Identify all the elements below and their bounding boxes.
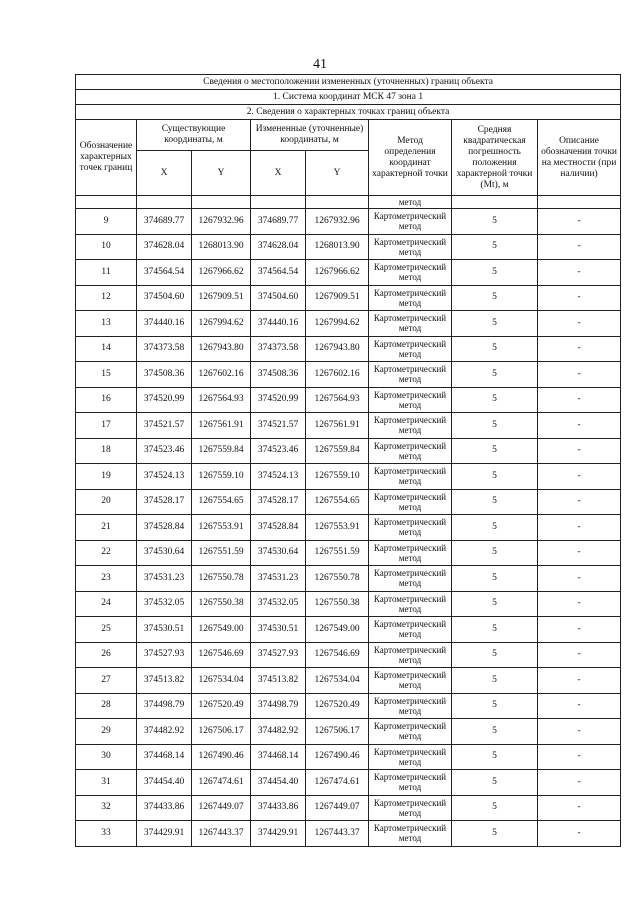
changed-y-cell: 1267553.91 (306, 515, 369, 541)
point-number-cell: 9 (76, 209, 137, 235)
method-cell: Картометрический метод (369, 515, 452, 541)
method-cell: Картометрический метод (369, 489, 452, 515)
changed-x-cell: 374532.05 (251, 591, 306, 617)
point-number-cell: 28 (76, 693, 137, 719)
existing-x-cell: 374689.77 (137, 209, 192, 235)
points-info-title: 2. Сведения о характерных точках границ объекта (76, 105, 621, 120)
description-cell: - (538, 744, 621, 770)
existing-x-cell: 374440.16 (137, 311, 192, 337)
existing-y-cell: 1267564.93 (192, 387, 251, 413)
changed-y-cell: 1267943.80 (306, 336, 369, 362)
table-row (76, 413, 621, 439)
description-cell: - (538, 617, 621, 643)
description-cell: - (538, 795, 621, 821)
changed-x-cell: 374440.16 (251, 311, 306, 337)
point-number-cell: 13 (76, 311, 137, 337)
changed-y-cell: 1267602.16 (306, 362, 369, 388)
existing-x-cell: 374564.54 (137, 260, 192, 286)
changed-y-cell: 1267994.62 (306, 311, 369, 337)
existing-x-cell: 374454.40 (137, 770, 192, 796)
existing-x-cell: 374523.46 (137, 438, 192, 464)
changed-x-cell: 374504.60 (251, 285, 306, 311)
description-cell: - (538, 668, 621, 694)
existing-x-cell: 374521.57 (137, 413, 192, 439)
accuracy-cell: 5 (452, 617, 538, 643)
accuracy-cell: 5 (452, 770, 538, 796)
existing-x-cell: 374528.17 (137, 489, 192, 515)
header-method: Метод определения координат характерной точки (369, 120, 452, 196)
table-row (76, 770, 621, 796)
method-cell: Картометрический метод (369, 260, 452, 286)
method-cell: Картометрический метод (369, 464, 452, 490)
table-row (76, 821, 621, 847)
description-cell: - (538, 260, 621, 286)
method-cell: Картометрический метод (369, 387, 452, 413)
changed-y-cell: 1267520.49 (306, 693, 369, 719)
accuracy-cell: 5 (452, 234, 538, 260)
point-number-cell: 19 (76, 464, 137, 490)
point-number-cell: 20 (76, 489, 137, 515)
existing-y-cell: 1267559.84 (192, 438, 251, 464)
description-cell: - (538, 285, 621, 311)
table-row (76, 642, 621, 668)
point-number-cell: 33 (76, 821, 137, 847)
changed-x-cell: 374527.93 (251, 642, 306, 668)
existing-y-cell: 1267909.51 (192, 285, 251, 311)
existing-x-cell: 374429.91 (137, 821, 192, 847)
table-row (76, 234, 621, 260)
point-number-cell: 31 (76, 770, 137, 796)
accuracy-cell: 5 (452, 821, 538, 847)
description-cell: - (538, 540, 621, 566)
point-number-cell: 14 (76, 336, 137, 362)
existing-x-cell: 374531.23 (137, 566, 192, 592)
header-changed-y: Y (306, 151, 369, 196)
coord-system-title: 1. Система координат МСК 47 зона 1 (76, 90, 621, 105)
point-number-cell: 12 (76, 285, 137, 311)
accuracy-cell: 5 (452, 591, 538, 617)
point-number-cell: 16 (76, 387, 137, 413)
table-row (76, 591, 621, 617)
changed-x-cell: 374482.92 (251, 719, 306, 745)
changed-x-cell: 374373.58 (251, 336, 306, 362)
existing-y-cell: 1267506.17 (192, 719, 251, 745)
description-cell: - (538, 387, 621, 413)
table-row (76, 311, 621, 337)
continuation-method: метод (369, 196, 452, 209)
changed-x-cell: 374628.04 (251, 234, 306, 260)
changed-y-cell: 1267474.61 (306, 770, 369, 796)
changed-x-cell: 374689.77 (251, 209, 306, 235)
existing-y-cell: 1267490.46 (192, 744, 251, 770)
method-cell: Картометрический метод (369, 821, 452, 847)
table-header (76, 75, 621, 209)
point-number-cell: 21 (76, 515, 137, 541)
existing-y-cell: 1267943.80 (192, 336, 251, 362)
changed-y-cell: 1268013.90 (306, 234, 369, 260)
existing-y-cell: 1267994.62 (192, 311, 251, 337)
changed-x-cell: 374429.91 (251, 821, 306, 847)
changed-x-cell: 374528.84 (251, 515, 306, 541)
point-number-cell: 30 (76, 744, 137, 770)
method-cell: Картометрический метод (369, 795, 452, 821)
description-cell: - (538, 413, 621, 439)
method-cell: Картометрический метод (369, 719, 452, 745)
point-number-cell: 10 (76, 234, 137, 260)
method-cell: Картометрический метод (369, 285, 452, 311)
existing-x-cell: 374628.04 (137, 234, 192, 260)
changed-x-cell: 374531.23 (251, 566, 306, 592)
existing-x-cell: 374498.79 (137, 693, 192, 719)
existing-y-cell: 1267551.59 (192, 540, 251, 566)
accuracy-cell: 5 (452, 260, 538, 286)
accuracy-cell: 5 (452, 719, 538, 745)
accuracy-cell: 5 (452, 693, 538, 719)
description-cell: - (538, 642, 621, 668)
changed-y-cell: 1267561.91 (306, 413, 369, 439)
point-number-cell: 22 (76, 540, 137, 566)
changed-x-cell: 374530.51 (251, 617, 306, 643)
changed-y-cell: 1267559.10 (306, 464, 369, 490)
changed-y-cell: 1267506.17 (306, 719, 369, 745)
changed-x-cell: 374528.17 (251, 489, 306, 515)
header-description: Описание обозначения точки на местности (при наличии) (538, 120, 621, 196)
changed-y-cell: 1267564.93 (306, 387, 369, 413)
table-body (76, 209, 621, 847)
point-number-cell: 24 (76, 591, 137, 617)
method-cell: Картометрический метод (369, 362, 452, 388)
existing-y-cell: 1267554.65 (192, 489, 251, 515)
accuracy-cell: 5 (452, 744, 538, 770)
existing-x-cell: 374527.93 (137, 642, 192, 668)
changed-y-cell: 1267550.78 (306, 566, 369, 592)
changed-x-cell: 374468.14 (251, 744, 306, 770)
description-cell: - (538, 336, 621, 362)
existing-x-cell: 374532.05 (137, 591, 192, 617)
existing-x-cell: 374528.84 (137, 515, 192, 541)
changed-y-cell: 1267449.07 (306, 795, 369, 821)
description-cell: - (538, 821, 621, 847)
existing-x-cell: 374468.14 (137, 744, 192, 770)
accuracy-cell: 5 (452, 413, 538, 439)
changed-y-cell: 1267549.00 (306, 617, 369, 643)
description-cell: - (538, 515, 621, 541)
description-cell: - (538, 209, 621, 235)
existing-y-cell: 1267550.38 (192, 591, 251, 617)
description-cell: - (538, 438, 621, 464)
changed-y-cell: 1267909.51 (306, 285, 369, 311)
table-row (76, 668, 621, 694)
existing-x-cell: 374373.58 (137, 336, 192, 362)
accuracy-cell: 5 (452, 540, 538, 566)
changed-y-cell: 1267551.59 (306, 540, 369, 566)
table-row (76, 489, 621, 515)
header-changed-coords: Измененные (уточненные) координаты, м (251, 120, 369, 151)
table-row (76, 540, 621, 566)
method-cell: Картометрический метод (369, 438, 452, 464)
existing-y-cell: 1267443.37 (192, 821, 251, 847)
existing-y-cell: 1267546.69 (192, 642, 251, 668)
accuracy-cell: 5 (452, 362, 538, 388)
changed-x-cell: 374524.13 (251, 464, 306, 490)
method-cell: Картометрический метод (369, 668, 452, 694)
header-existing-coords: Существующие координаты, м (137, 120, 251, 151)
table-row (76, 362, 621, 388)
changed-y-cell: 1267550.38 (306, 591, 369, 617)
point-number-cell: 11 (76, 260, 137, 286)
existing-y-cell: 1267559.10 (192, 464, 251, 490)
changed-x-cell: 374513.82 (251, 668, 306, 694)
changed-y-cell: 1267559.84 (306, 438, 369, 464)
accuracy-cell: 5 (452, 795, 538, 821)
accuracy-cell: 5 (452, 311, 538, 337)
changed-x-cell: 374433.86 (251, 795, 306, 821)
method-cell: Картометрический метод (369, 693, 452, 719)
method-cell: Картометрический метод (369, 770, 452, 796)
description-cell: - (538, 566, 621, 592)
description-cell: - (538, 693, 621, 719)
table-row (76, 209, 621, 235)
description-cell: - (538, 489, 621, 515)
changed-y-cell: 1267443.37 (306, 821, 369, 847)
table-row (76, 719, 621, 745)
point-number-cell: 29 (76, 719, 137, 745)
method-cell: Картометрический метод (369, 311, 452, 337)
description-cell: - (538, 464, 621, 490)
method-cell: Картометрический метод (369, 566, 452, 592)
changed-x-cell: 374454.40 (251, 770, 306, 796)
header-existing-y: Y (192, 151, 251, 196)
point-number-cell: 26 (76, 642, 137, 668)
existing-y-cell: 1267932.96 (192, 209, 251, 235)
existing-x-cell: 374504.60 (137, 285, 192, 311)
changed-y-cell: 1267966.62 (306, 260, 369, 286)
existing-y-cell: 1267474.61 (192, 770, 251, 796)
header-changed-x: X (251, 151, 306, 196)
changed-x-cell: 374508.36 (251, 362, 306, 388)
table-row (76, 285, 621, 311)
table-row (76, 336, 621, 362)
changed-y-cell: 1267546.69 (306, 642, 369, 668)
table-title: Сведения о местоположении измененных (уточненных) границ объекта (76, 75, 621, 90)
point-number-cell: 15 (76, 362, 137, 388)
changed-y-cell: 1267932.96 (306, 209, 369, 235)
table-row (76, 795, 621, 821)
existing-x-cell: 374513.82 (137, 668, 192, 694)
boundary-points-table (75, 74, 621, 847)
method-cell: Картометрический метод (369, 744, 452, 770)
changed-x-cell: 374530.64 (251, 540, 306, 566)
header-designation: Обозначение характерных точек границ (76, 120, 137, 196)
method-cell: Картометрический метод (369, 336, 452, 362)
table-row (76, 566, 621, 592)
accuracy-cell: 5 (452, 464, 538, 490)
existing-y-cell: 1267602.16 (192, 362, 251, 388)
description-cell: - (538, 311, 621, 337)
existing-y-cell: 1267550.78 (192, 566, 251, 592)
existing-x-cell: 374530.51 (137, 617, 192, 643)
point-number-cell: 18 (76, 438, 137, 464)
accuracy-cell: 5 (452, 438, 538, 464)
existing-y-cell: 1268013.90 (192, 234, 251, 260)
changed-y-cell: 1267554.65 (306, 489, 369, 515)
method-cell: Картометрический метод (369, 540, 452, 566)
description-cell: - (538, 234, 621, 260)
accuracy-cell: 5 (452, 209, 538, 235)
table-row (76, 260, 621, 286)
changed-x-cell: 374564.54 (251, 260, 306, 286)
existing-y-cell: 1267534.04 (192, 668, 251, 694)
existing-y-cell: 1267966.62 (192, 260, 251, 286)
description-cell: - (538, 770, 621, 796)
accuracy-cell: 5 (452, 285, 538, 311)
accuracy-cell: 5 (452, 387, 538, 413)
existing-x-cell: 374433.86 (137, 795, 192, 821)
method-cell: Картометрический метод (369, 617, 452, 643)
page-number: 41 (313, 57, 327, 72)
existing-x-cell: 374524.13 (137, 464, 192, 490)
table-row (76, 515, 621, 541)
header-accuracy: Средняя квадратическая погрешность положения характерной точки (Mt), м (452, 120, 538, 196)
changed-x-cell: 374523.46 (251, 438, 306, 464)
point-number-cell: 17 (76, 413, 137, 439)
accuracy-cell: 5 (452, 668, 538, 694)
table-row (76, 693, 621, 719)
description-cell: - (538, 362, 621, 388)
existing-y-cell: 1267553.91 (192, 515, 251, 541)
existing-x-cell: 374520.99 (137, 387, 192, 413)
existing-y-cell: 1267549.00 (192, 617, 251, 643)
table-row (76, 438, 621, 464)
point-number-cell: 25 (76, 617, 137, 643)
method-cell: Картометрический метод (369, 413, 452, 439)
changed-x-cell: 374520.99 (251, 387, 306, 413)
accuracy-cell: 5 (452, 336, 538, 362)
header-existing-x: X (137, 151, 192, 196)
accuracy-cell: 5 (452, 515, 538, 541)
method-cell: Картометрический метод (369, 209, 452, 235)
changed-x-cell: 374498.79 (251, 693, 306, 719)
method-cell: Картометрический метод (369, 234, 452, 260)
changed-x-cell: 374521.57 (251, 413, 306, 439)
table-row (76, 464, 621, 490)
existing-x-cell: 374482.92 (137, 719, 192, 745)
method-cell: Картометрический метод (369, 642, 452, 668)
table-row (76, 617, 621, 643)
description-cell: - (538, 591, 621, 617)
point-number-cell: 32 (76, 795, 137, 821)
existing-x-cell: 374530.64 (137, 540, 192, 566)
method-cell: Картометрический метод (369, 591, 452, 617)
point-number-cell: 27 (76, 668, 137, 694)
existing-y-cell: 1267449.07 (192, 795, 251, 821)
table-row (76, 744, 621, 770)
point-number-cell: 23 (76, 566, 137, 592)
existing-y-cell: 1267520.49 (192, 693, 251, 719)
accuracy-cell: 5 (452, 489, 538, 515)
changed-y-cell: 1267534.04 (306, 668, 369, 694)
existing-x-cell: 374508.36 (137, 362, 192, 388)
changed-y-cell: 1267490.46 (306, 744, 369, 770)
table-row (76, 387, 621, 413)
existing-y-cell: 1267561.91 (192, 413, 251, 439)
continuation-row (76, 196, 621, 209)
accuracy-cell: 5 (452, 566, 538, 592)
accuracy-cell: 5 (452, 642, 538, 668)
description-cell: - (538, 719, 621, 745)
